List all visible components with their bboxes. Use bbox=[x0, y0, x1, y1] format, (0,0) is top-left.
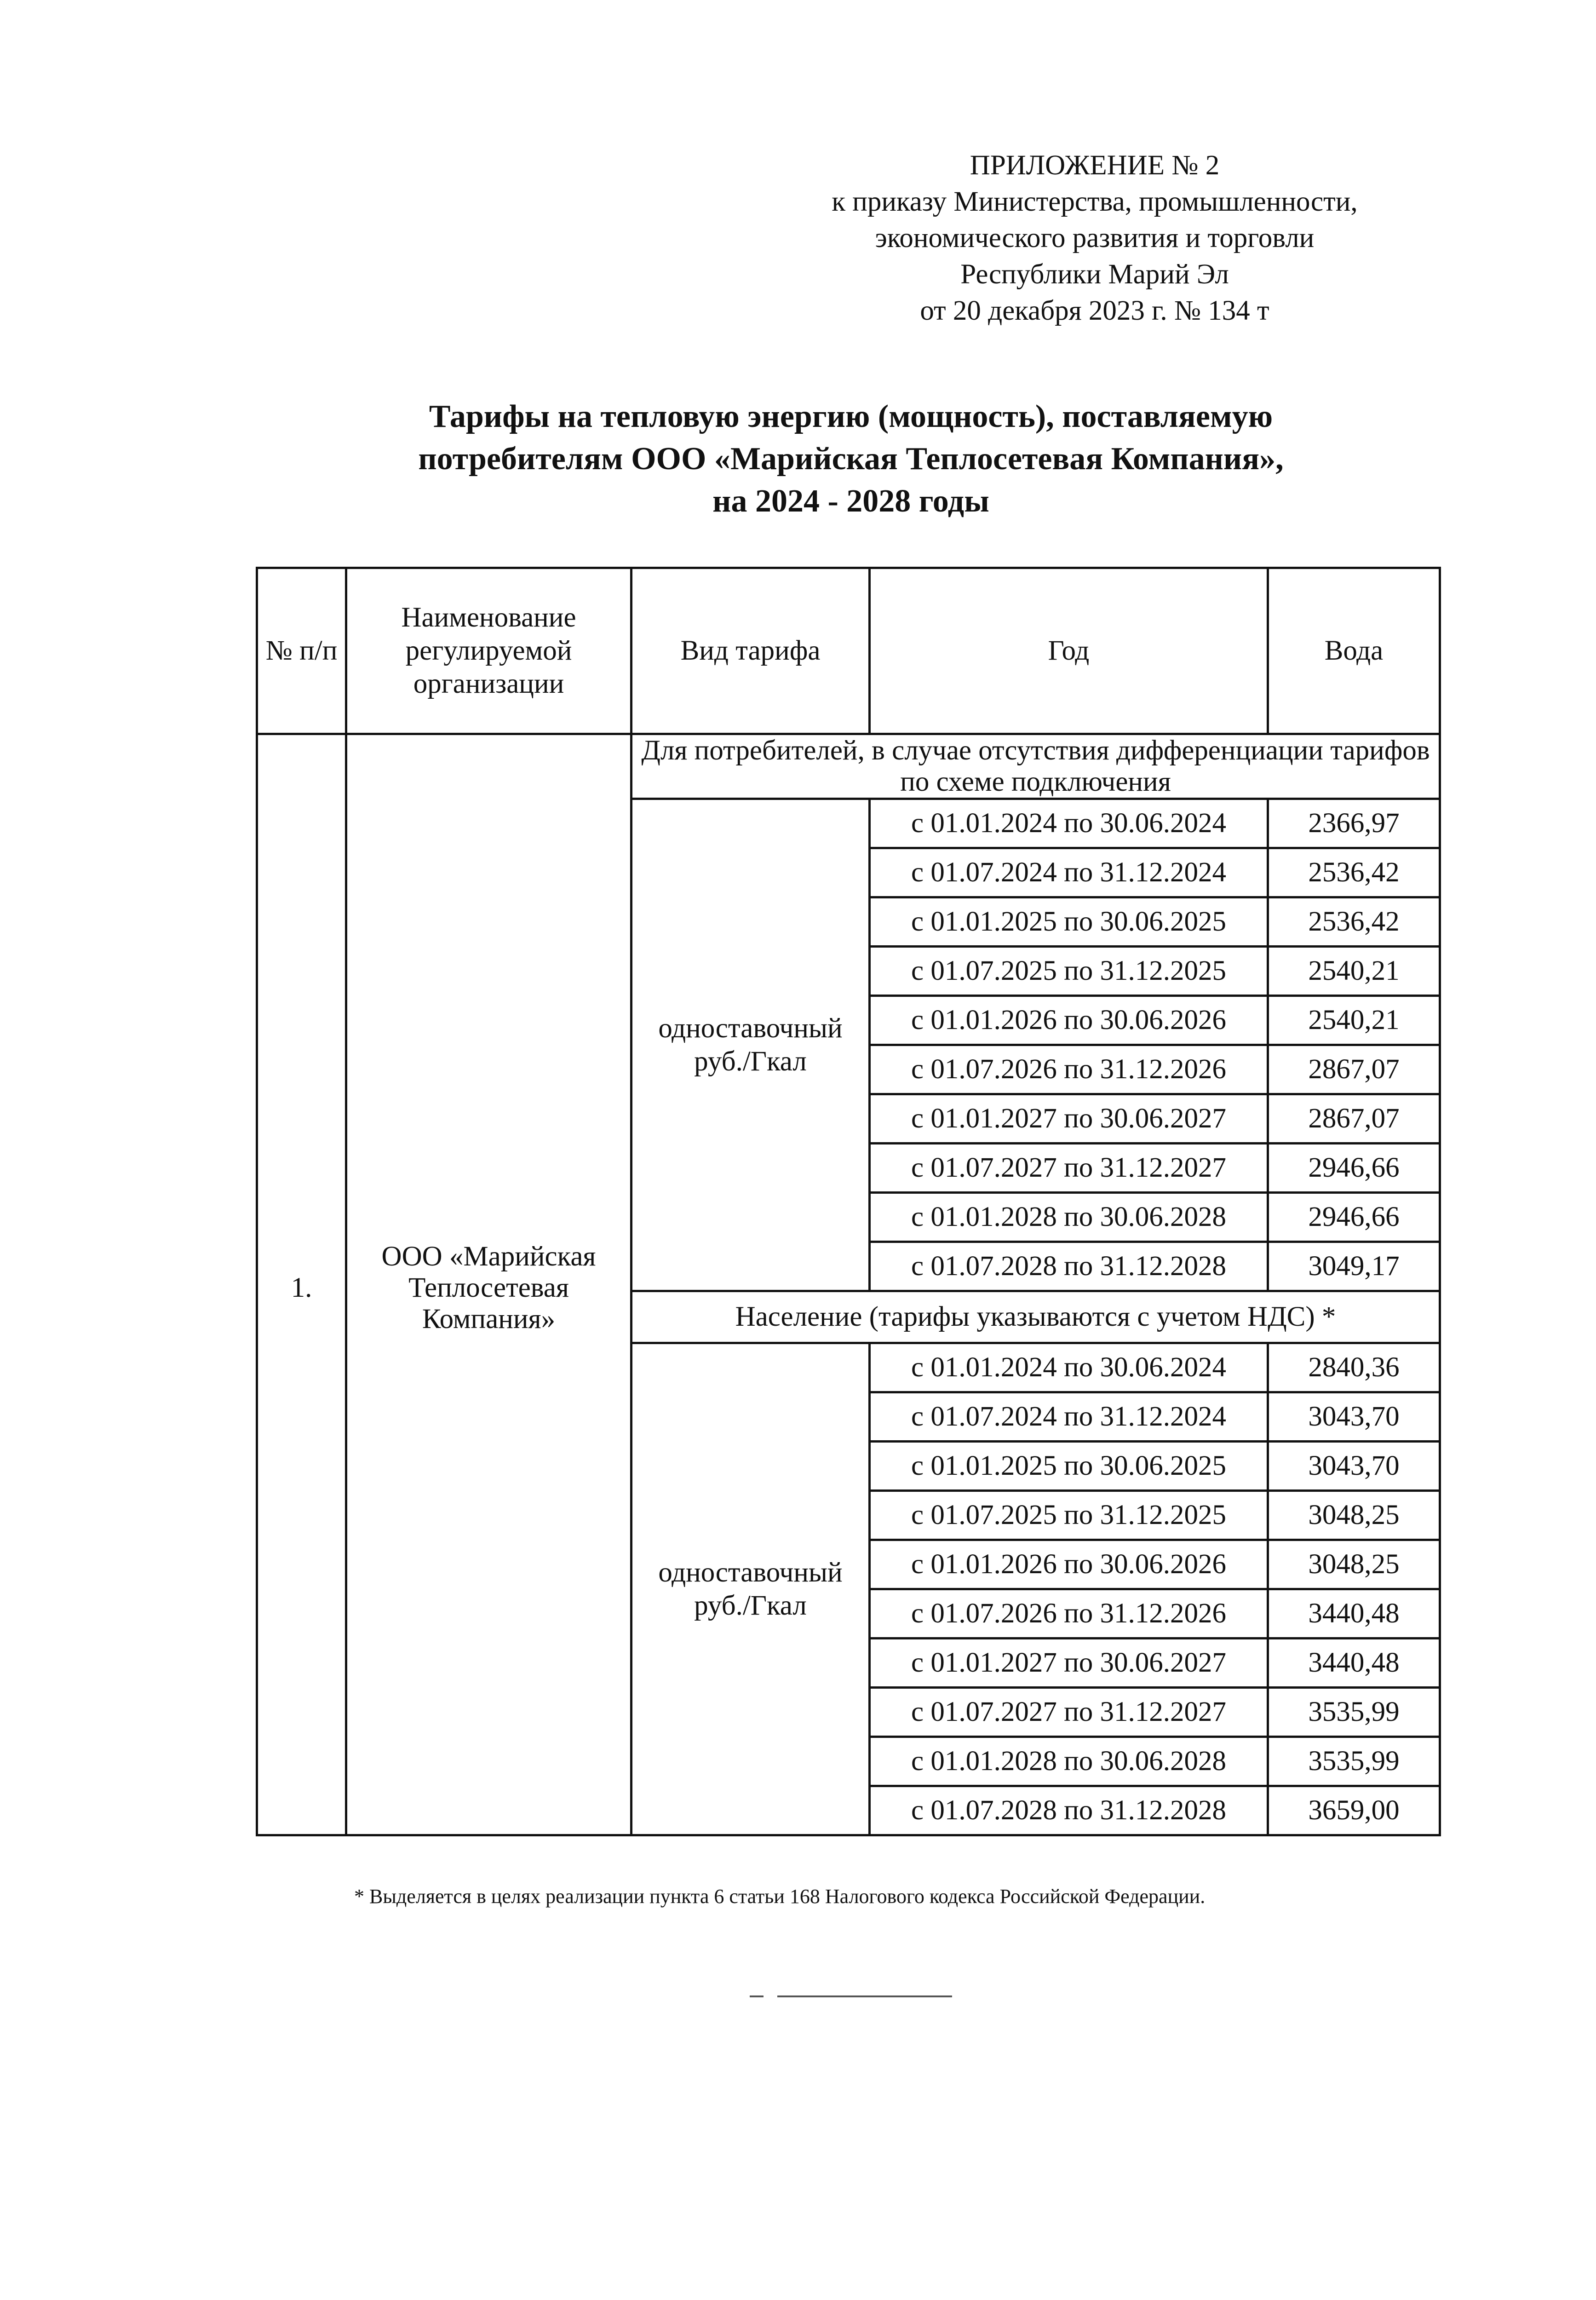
period-cell: с 01.07.2027 по 31.12.2027 bbox=[870, 1144, 1268, 1193]
water-value-cell: 2946,66 bbox=[1268, 1193, 1440, 1242]
period-cell: с 01.01.2026 по 30.06.2026 bbox=[870, 1540, 1268, 1589]
group-title: Население (тарифы указываются с учетом НДС) * bbox=[632, 1291, 1440, 1343]
header-water: Вода bbox=[1268, 568, 1440, 734]
tariff-type-cell: одноставочный руб./Гкал bbox=[632, 1343, 870, 1835]
group-title: Для потребителей, в случае отсутствия дифференциации тарифов по схеме подключения bbox=[632, 734, 1440, 799]
period-cell: с 01.01.2028 по 30.06.2028 bbox=[870, 1193, 1268, 1242]
period-cell: с 01.07.2027 по 31.12.2027 bbox=[870, 1688, 1268, 1737]
water-value-cell: 2840,36 bbox=[1268, 1343, 1440, 1392]
header-year: Год bbox=[870, 568, 1268, 734]
water-value-cell: 3535,99 bbox=[1268, 1688, 1440, 1737]
period-cell: с 01.07.2026 по 31.12.2026 bbox=[870, 1589, 1268, 1639]
period-cell: с 01.01.2027 по 30.06.2027 bbox=[870, 1639, 1268, 1688]
period-cell: с 01.01.2025 по 30.06.2025 bbox=[870, 1442, 1268, 1491]
appendix-line: Республики Марий Эл bbox=[960, 259, 1229, 290]
period-cell: с 01.07.2024 по 31.12.2024 bbox=[870, 848, 1268, 897]
water-value-cell: 2867,07 bbox=[1268, 1045, 1440, 1094]
appendix-date: от 20 декабря 2023 г. № 134 т bbox=[920, 295, 1269, 326]
period-cell: с 01.01.2025 по 30.06.2025 bbox=[870, 897, 1268, 947]
title-line: на 2024 - 2028 годы bbox=[712, 483, 989, 519]
row-number-cell: 1. bbox=[257, 734, 346, 1835]
water-value-cell: 2867,07 bbox=[1268, 1094, 1440, 1144]
end-dash bbox=[750, 1995, 764, 1997]
water-value-cell: 3440,48 bbox=[1268, 1589, 1440, 1639]
water-value-cell: 3043,70 bbox=[1268, 1442, 1440, 1491]
period-cell: с 01.07.2028 по 31.12.2028 bbox=[870, 1242, 1268, 1291]
water-value-cell: 3043,70 bbox=[1268, 1392, 1440, 1442]
period-cell: с 01.07.2024 по 31.12.2024 bbox=[870, 1392, 1268, 1442]
period-cell: с 01.07.2026 по 31.12.2026 bbox=[870, 1045, 1268, 1094]
water-value-cell: 2366,97 bbox=[1268, 799, 1440, 848]
water-value-cell: 2540,21 bbox=[1268, 947, 1440, 996]
appendix-line: к приказу Министерства, промышленности, bbox=[832, 186, 1358, 217]
period-cell: с 01.01.2024 по 30.06.2024 bbox=[870, 799, 1268, 848]
water-value-cell: 2536,42 bbox=[1268, 897, 1440, 947]
period-cell: с 01.01.2024 по 30.06.2024 bbox=[870, 1343, 1268, 1392]
period-cell: с 01.07.2025 по 31.12.2025 bbox=[870, 1491, 1268, 1540]
water-value-cell: 3535,99 bbox=[1268, 1737, 1440, 1786]
appendix-title: ПРИЛОЖЕНИЕ № 2 bbox=[970, 150, 1220, 181]
water-value-cell: 2536,42 bbox=[1268, 848, 1440, 897]
water-value-cell: 3659,00 bbox=[1268, 1786, 1440, 1835]
end-line bbox=[777, 1995, 952, 1997]
header-organization: Наименование регулируемой организации bbox=[346, 568, 632, 734]
period-cell: с 01.01.2027 по 30.06.2027 bbox=[870, 1094, 1268, 1144]
period-cell: с 01.07.2025 по 31.12.2025 bbox=[870, 947, 1268, 996]
water-value-cell: 3048,25 bbox=[1268, 1491, 1440, 1540]
water-value-cell: 3049,17 bbox=[1268, 1242, 1440, 1291]
period-cell: с 01.07.2028 по 31.12.2028 bbox=[870, 1786, 1268, 1835]
header-tariff-type: Вид тарифа bbox=[632, 568, 870, 734]
organization-cell: ООО «Марийская Теплосетевая Компания» bbox=[346, 734, 632, 1835]
water-value-cell: 2540,21 bbox=[1268, 996, 1440, 1045]
document-title bbox=[253, 396, 1449, 523]
tariff-type-cell: одноставочный руб./Гкал bbox=[632, 799, 870, 1291]
table-header-row bbox=[257, 568, 1440, 734]
title-line: Тарифы на тепловую энергию (мощность), поставляемую bbox=[429, 399, 1273, 434]
period-cell: с 01.01.2026 по 30.06.2026 bbox=[870, 996, 1268, 1045]
header-number: № п/п bbox=[257, 568, 346, 734]
group-title-row bbox=[257, 734, 1440, 799]
water-value-cell: 2946,66 bbox=[1268, 1144, 1440, 1193]
water-value-cell: 3440,48 bbox=[1268, 1639, 1440, 1688]
appendix-block bbox=[736, 147, 1453, 329]
title-line: потребителям ООО «Марийская Теплосетевая Компания», bbox=[418, 441, 1284, 477]
appendix-line: экономического развития и торговли bbox=[875, 223, 1315, 253]
footnote: * Выделяется в целях реализации пункта 6 статьи 168 Налогового кодекса Российской Федерации. bbox=[354, 1885, 1206, 1908]
tariff-table bbox=[256, 567, 1441, 1836]
water-value-cell: 3048,25 bbox=[1268, 1540, 1440, 1589]
period-cell: с 01.01.2028 по 30.06.2028 bbox=[870, 1737, 1268, 1786]
